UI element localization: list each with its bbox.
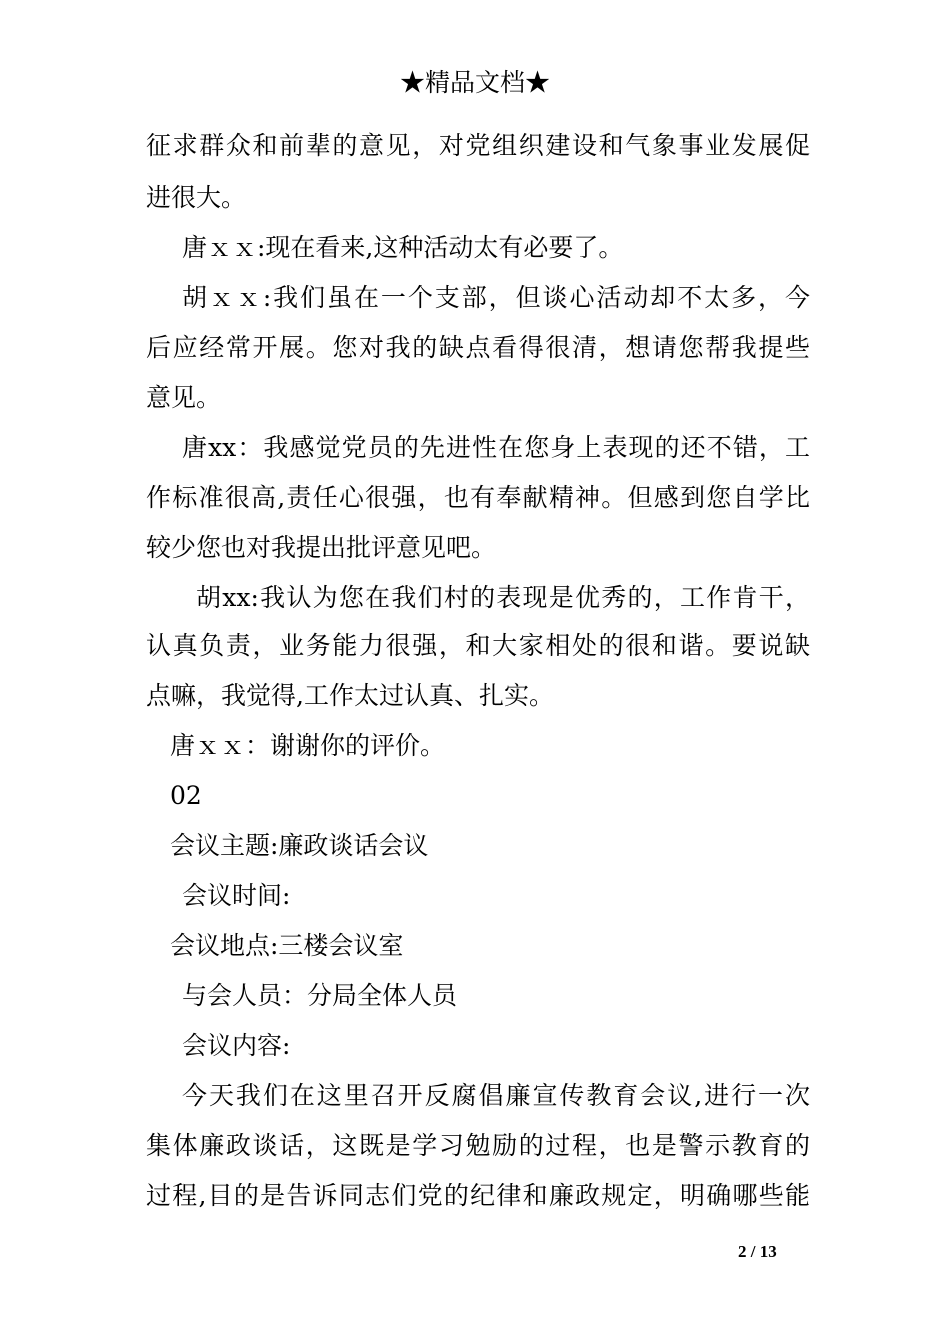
text-line-12: 点嘛，我觉得,工作太过认真、扎实。 (146, 681, 554, 710)
text-line-8: 作标准很高,责任心很强，也有奉献精神。但感到您自学比 (146, 483, 810, 512)
text-line-19: 会议内容: (182, 1031, 291, 1060)
text-line-16: 会议时间: (182, 881, 291, 910)
text-line-6: 意见。 (146, 383, 222, 412)
text-line-15: 会议主题:廉政谈话会议 (170, 831, 429, 860)
text-line-14: 02 (170, 781, 202, 810)
text-line-1: 征求群众和前辈的意见，对党组织建设和气象事业发展促 (146, 131, 810, 160)
text-line-20: 今天我们在这里召开反腐倡廉宣传教育会议,进行一次 (182, 1081, 810, 1110)
text-line-3: 唐ｘｘ:现在看来,这种活动太有必要了。 (182, 233, 624, 262)
text-line-10: 胡xx:我认为您在我们村的表现是优秀的，工作肯干， (196, 583, 810, 612)
text-line-4: 胡ｘｘ:我们虽在一个支部，但谈心活动却不太多，今 (182, 283, 810, 312)
text-line-11: 认真负责，业务能力很强，和大家相处的很和谐。要说缺 (146, 631, 810, 660)
text-line-5: 后应经常开展。您对我的缺点看得很清，想请您帮我提些 (146, 333, 810, 362)
text-line-2: 进很大。 (146, 183, 247, 212)
text-line-21: 集体廉政谈话，这既是学习勉励的过程，也是警示教育的 (146, 1131, 810, 1160)
page-header: ★精品文档★ (399, 68, 550, 97)
text-line-18: 与会人员：分局全体人员 (182, 981, 458, 1010)
text-line-22: 过程,目的是告诉同志们党的纪律和廉政规定，明确哪些能 (146, 1181, 810, 1210)
text-line-17: 会议地点:三楼会议室 (170, 931, 404, 960)
page-number: 2 / 13 (738, 1242, 777, 1261)
text-line-13: 唐ｘｘ：谢谢你的评价。 (170, 731, 446, 760)
text-line-7: 唐xx：我感觉党员的先进性在您身上表现的还不错，工 (182, 433, 810, 462)
text-line-9: 较少您也对我提出批评意见吧。 (146, 533, 497, 562)
